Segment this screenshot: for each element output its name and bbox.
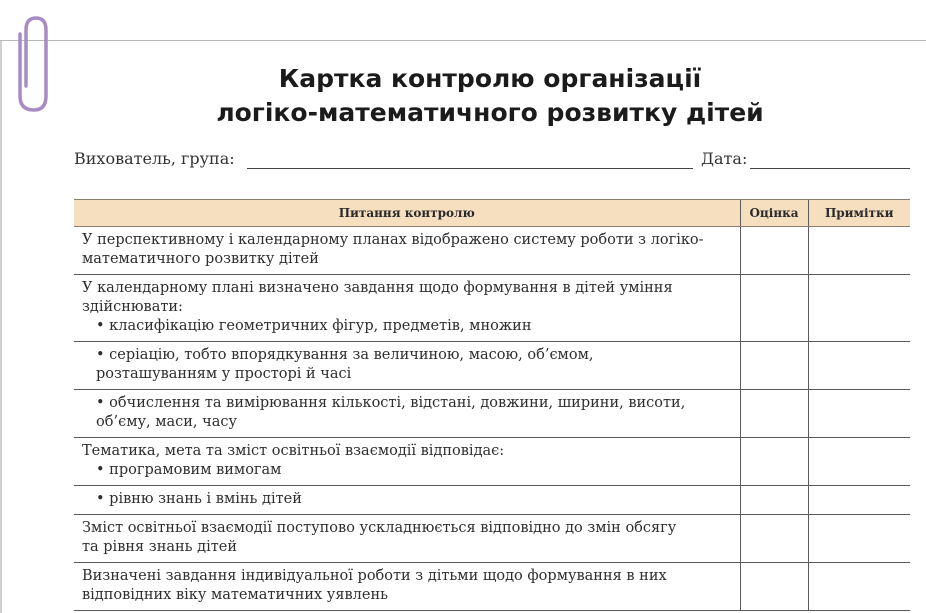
table-row — [74, 486, 910, 515]
question-text: У перспективному і календарному планах відображено систему роботи з логіко- — [82, 232, 704, 248]
grade-cell — [740, 227, 808, 275]
title-line-1: Картка контролю організації — [278, 64, 702, 93]
question-text: У календарному плані визначено завдання щодо формування в дітей уміння — [82, 280, 673, 296]
table-row — [74, 438, 910, 486]
notes-cell — [808, 390, 910, 438]
bullet-item: • програмовим вимогам — [96, 462, 282, 478]
bullet-item: • класифікацію геометричних фігур, предметів, множин — [96, 318, 532, 334]
table-row — [74, 275, 910, 342]
question-cell — [74, 390, 740, 438]
table-row — [74, 515, 910, 563]
bullet-continuation: об’єму, маси, часу — [96, 414, 238, 430]
grade-cell — [740, 275, 808, 342]
question-text: та рівня знань дітей — [82, 539, 237, 555]
grade-cell — [740, 342, 808, 390]
grade-cell — [740, 486, 808, 515]
question-cell — [74, 563, 740, 611]
column-header-question: Питання контролю — [74, 200, 740, 227]
notes-cell — [808, 563, 910, 611]
notes-cell — [808, 227, 910, 275]
bullet-item: • серіацію, тобто впорядкування за величиною, масою, об’ємом, — [96, 347, 594, 363]
bullet-text: рівню знань і вмінь дітей — [109, 491, 302, 507]
question-text: математичного розвитку дітей — [82, 251, 319, 267]
question-text: Визначені завдання індивідуальної роботи з дітьми щодо формування в них — [82, 568, 667, 584]
notes-cell — [808, 275, 910, 342]
grade-cell — [740, 438, 808, 486]
bullet-text: програмовим вимогам — [109, 462, 282, 478]
bullet-item: • рівню знань і вмінь дітей — [96, 491, 302, 507]
question-cell — [74, 275, 740, 342]
control-table — [74, 199, 910, 611]
question-cell — [74, 515, 740, 563]
question-cell — [74, 342, 740, 390]
bullet-text: класифікацію геометричних фігур, предметів, множин — [109, 318, 532, 334]
question-cell — [74, 486, 740, 515]
column-header-notes: Примітки — [808, 200, 910, 227]
question-text: Зміст освітньої взаємодії поступово ускладнюється відповідно до змін обсягу — [82, 520, 677, 536]
educator-blank-line — [247, 168, 693, 169]
document-title — [110, 62, 870, 130]
grade-cell — [740, 563, 808, 611]
educator-label: Вихователь, група: — [74, 149, 235, 168]
table-row — [74, 390, 910, 438]
bullet-continuation: розташуванням у просторі й часі — [96, 366, 352, 382]
column-header-grade: Оцінка — [740, 200, 808, 227]
table-row — [74, 342, 910, 390]
question-text: відповідних віку математичних уявлень — [82, 587, 389, 603]
page-left-edge — [0, 41, 2, 613]
notes-cell — [808, 342, 910, 390]
question-text: Тематика, мета та зміст освітньої взаємодії відповідає: — [82, 443, 505, 459]
notes-cell — [808, 486, 910, 515]
question-text: здійснювати: — [82, 299, 183, 315]
date-blank-line — [750, 168, 910, 169]
table-row — [74, 227, 910, 275]
paperclip-icon — [8, 12, 52, 112]
notes-cell — [808, 438, 910, 486]
notes-cell — [808, 515, 910, 563]
question-cell — [74, 438, 740, 486]
bullet-text: серіацію, тобто впорядкування за величиною, масою, об’ємом, — [109, 347, 594, 363]
grade-cell — [740, 390, 808, 438]
page-top-edge — [0, 40, 926, 41]
grade-cell — [740, 515, 808, 563]
date-label: Дата: — [701, 149, 748, 168]
bullet-text: обчислення та вимірювання кількості, відстані, довжини, ширини, висоти, — [109, 395, 686, 411]
bullet-item: • обчислення та вимірювання кількості, відстані, довжини, ширини, висоти, — [96, 395, 686, 411]
header-fields — [74, 149, 910, 173]
table-row — [74, 563, 910, 611]
title-line-2: логіко-математичного розвитку дітей — [216, 98, 764, 127]
question-cell — [74, 227, 740, 275]
table-header-row — [74, 200, 910, 227]
